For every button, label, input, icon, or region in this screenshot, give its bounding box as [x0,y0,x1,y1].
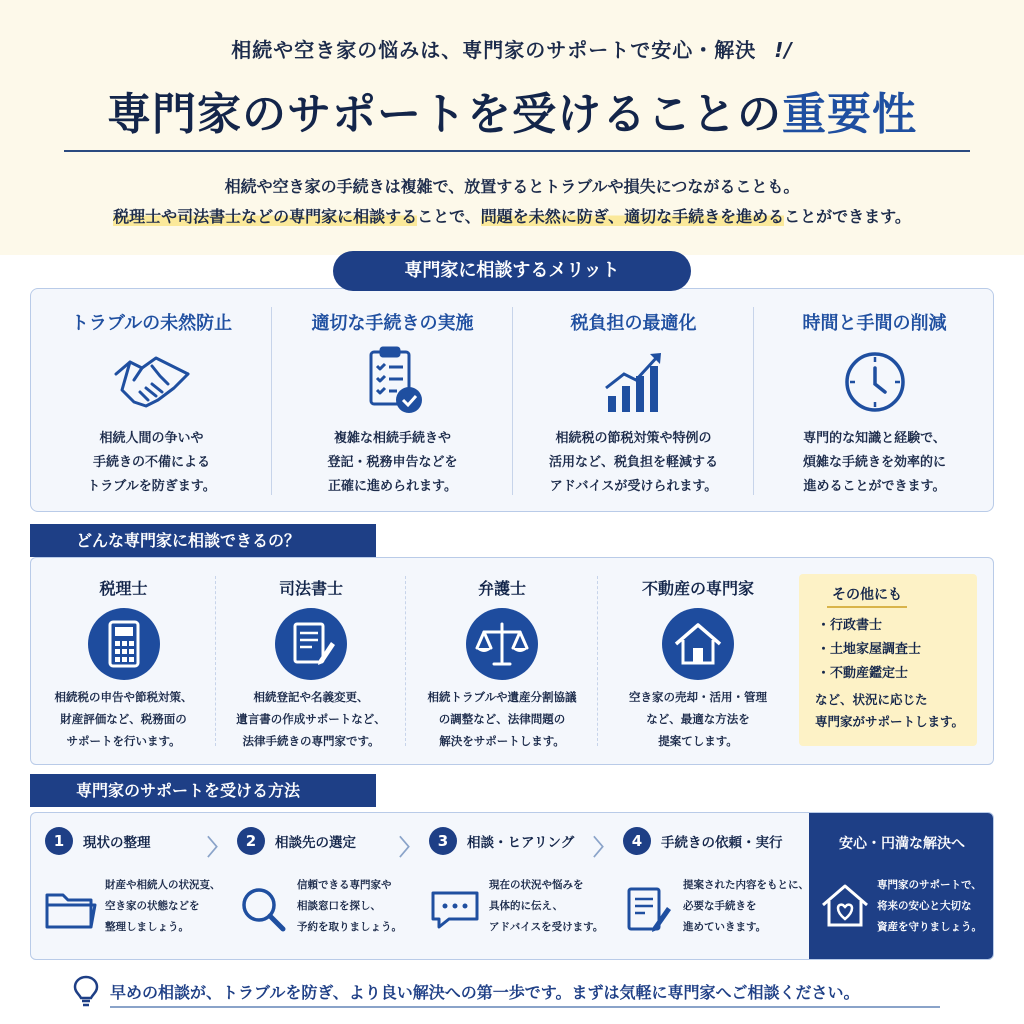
chevron-right-icon: 〉 [399,836,422,861]
subtitle-text: 相続や空き家の悩みは、専門家のサポートで安心・解決 [231,38,757,62]
expert-description [406,686,598,752]
step-number: 1 [45,827,73,855]
merit-line: 相続人間の争いや [99,431,204,446]
step-card [31,813,221,960]
expert-card [598,558,798,766]
merit-line: 煩雑な手続きを効率的に [802,455,946,470]
intro-highlight-2: 問題を未然に防ぎ、適切な手続きを進める [480,207,785,226]
step-number: 3 [429,827,457,855]
expert-line: など、最適な方法を [646,712,750,726]
house-icon [662,608,734,680]
merit-title: 税負担の最適化 [570,313,697,334]
merit-title: 適切な手続きの実施 [311,313,474,334]
merit-title: 時間と手間の削減 [802,313,947,334]
other-title: その他にも [827,584,907,608]
title-divider [64,150,970,152]
scales-icon [466,608,538,680]
footer-message [72,974,952,1010]
merit-line: 専門的な知識と経験で、 [803,431,946,446]
expert-title: 不動産の専門家 [641,579,754,598]
step-line: 整理しましょう。 [105,921,189,933]
step-card [609,813,809,960]
step-description [489,875,617,938]
final-line: 専門家のサポートで、 [877,879,982,891]
final-line: 将来の安心と大切な [877,900,972,912]
note-line: 専門家がサポートします。 [815,714,965,729]
intro-line-1: 相続や空き家の手続きは複雑で、放置するとトラブルや損失につながることも。 [224,177,800,196]
merit-line: トラブルを防ぎます。 [87,479,216,494]
step-card [223,813,413,960]
other-note [815,689,965,733]
title-main: 専門家のサポートを受けることの [107,89,782,140]
intro-text-2: ことができます。 [784,207,911,226]
merit-card [31,289,272,513]
chart-up-icon [594,344,674,419]
expert-line: 空き家の売却・活用・管理 [629,690,767,704]
expert-card [406,558,598,766]
expert-line: 相続トラブルや遺産分割協議 [427,690,577,704]
step-line: 相談窓口を探し、 [297,900,381,912]
expert-card [31,558,216,766]
list-item: ・土地家屋調査士 [817,642,922,657]
step-title: 手続きの依頼・実行 [661,835,783,851]
expert-line: 提案てします。 [658,734,738,748]
header-subtitle [0,34,1024,63]
list-item: ・不動産鑑定士 [817,666,909,681]
intro-highlight-1: 税理士や司法書士などの専門家に相談する [113,207,418,226]
final-line: 資産を守りましょう。 [877,921,982,933]
expert-title: 税理士 [99,579,148,598]
merit-line: 複雑な相続手続きや [333,431,451,446]
merit-card [513,289,754,513]
merit-card [272,289,513,513]
expert-line: 相続登記や名義変更、 [253,690,369,704]
merit-line: 進めることができます。 [803,479,946,494]
expert-line: 解決をサポートします。 [439,734,565,748]
expert-line: 財産評価など、税務面の [60,712,187,726]
step-line: 財産や相続人の状況㕝、 [105,879,221,891]
methods-panel [30,812,994,960]
step-title: 現状の整理 [83,835,151,851]
merit-description [31,427,272,499]
intro-text-1: ことで、 [417,207,481,226]
expert-title: 弁護士 [477,579,526,598]
footer-text: 早めの相談が、トラブルを防ぎ、より良い解決への第一歩です。まずは気軽に専門家へご相談ください。 [110,983,860,1002]
merit-line: 手続きの不備による [92,455,210,470]
exclamation-mark-icon: !/ [774,38,793,62]
step-description [683,875,811,938]
merits-heading: 専門家に相談するメリット [333,251,691,291]
step-line: アドバイスを受けます。 [489,921,604,933]
other-experts-box [799,574,977,746]
merit-description [272,427,513,499]
final-result-card [809,813,994,960]
merit-line: 活用など、税負担を軽減する [548,455,718,470]
final-description [877,875,989,938]
step-line: 予約を取りましょう。 [297,921,402,933]
handshake-icon [112,344,192,419]
expert-line: 法律手続きの専門家です。 [242,734,380,748]
step-number: 4 [623,827,651,855]
chat-bubble-icon [427,881,483,937]
step-line: 具体的に伝え、 [489,900,564,912]
list-item: ・行政書士 [817,618,883,633]
step-line: 提案された内容をもとに、 [683,879,809,891]
step-line: 信頼できる専門家や [297,879,392,891]
expert-card [216,558,406,766]
step-description [105,875,233,938]
final-title: 安心・円満な解決へ [839,836,965,852]
step-line: 必要な手続きを [683,900,757,912]
step-card [415,813,607,960]
expert-title: 司法書士 [278,579,343,598]
merit-line: 相続税の節税対策や特例の [555,431,712,446]
experts-heading: どんな専門家に相談できるの？ [30,524,376,557]
expert-description [598,686,798,752]
magnifier-icon [235,881,291,937]
methods-heading: 専門家のサポートを受ける方法 [30,774,376,807]
step-line: 進めていきます。 [683,921,767,933]
step-title: 相談先の選定 [275,835,356,851]
footer-underline [110,1006,940,1008]
merit-line: アドバイスが受けられます。 [549,479,718,494]
other-list [817,614,965,686]
document-pen-icon [275,608,347,680]
house-heart-icon [817,877,873,933]
step-description [297,875,425,938]
chevron-right-icon: 〉 [593,836,616,861]
merit-title: トラブルの未然防止 [70,313,233,334]
expert-line: サポートを行います。 [66,734,181,748]
merits-panel [30,288,994,512]
intro-line-2 [0,204,1024,227]
merit-line: 正確に進められます。 [328,479,457,494]
chevron-right-icon: 〉 [207,836,230,861]
expert-description [216,686,406,752]
note-line: など、状況に応じた [815,692,928,707]
expert-line: 遺言書の作成サポートなど、 [236,712,386,726]
merit-description [754,427,995,499]
step-line: 空き家の状態などを [105,900,200,912]
form-pen-icon [621,881,677,937]
title-accent: 重要性 [782,89,917,140]
step-title: 相談・ヒアリング [467,835,575,851]
page-title [0,78,1024,142]
expert-line: の調整など、法律問題の [438,712,566,726]
expert-line: 相続税の申告や節税対策、 [54,690,193,704]
step-number: 2 [237,827,265,855]
merit-description [513,427,754,499]
step-line: 現在の状況や悩みを [489,879,584,891]
calculator-icon [88,608,160,680]
folder-icon [43,881,99,937]
merit-card [754,289,995,513]
expert-description [31,686,216,752]
clipboard-check-icon [353,344,433,419]
lightbulb-icon [72,974,100,1008]
merit-line: 登記・税務申告などを [327,455,458,470]
clock-icon [835,344,915,419]
